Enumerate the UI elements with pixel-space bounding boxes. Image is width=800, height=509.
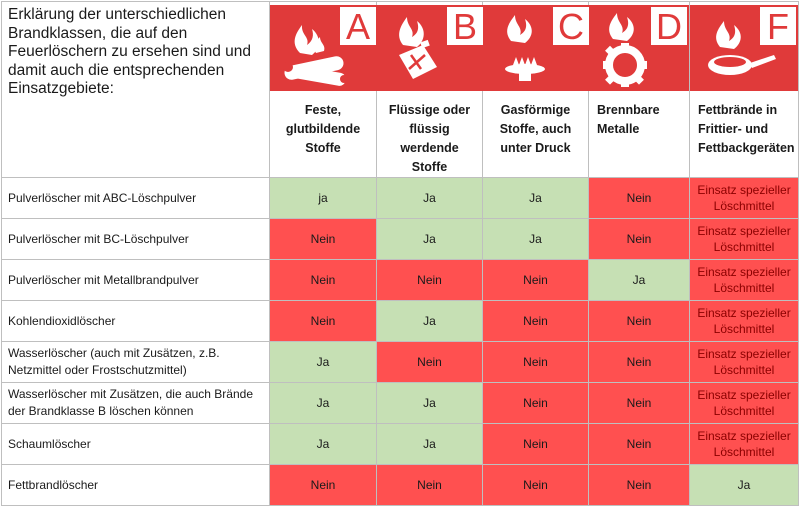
row-label: Wasserlöscher (auch mit Zusätzen, z.B. Netzmittel oder Frostschutzmittel) bbox=[2, 342, 270, 383]
class-f-sign bbox=[690, 5, 798, 91]
rating-cell: Nein bbox=[270, 465, 377, 506]
class-b-label: Flüssige oder flüssig werdende Stoffe bbox=[388, 103, 471, 174]
class-header-f bbox=[690, 2, 799, 178]
rating-cell: ja bbox=[270, 178, 377, 219]
rating-cell: Nein bbox=[377, 260, 483, 301]
rating-cell: Ja bbox=[377, 219, 483, 260]
rating-cell: Ja bbox=[483, 178, 589, 219]
rating-cell: Ja bbox=[270, 383, 377, 424]
rating-cell: Ja bbox=[690, 465, 799, 506]
table-row bbox=[2, 383, 799, 424]
rating-cell: Nein bbox=[483, 342, 589, 383]
rating-cell: Nein bbox=[483, 465, 589, 506]
table-row bbox=[2, 219, 799, 260]
class-f-label: Fettbrände in Frittier- und Fettbackgeräten bbox=[698, 103, 795, 155]
rating-cell: Nein bbox=[483, 301, 589, 342]
rating-cell: Nein bbox=[377, 465, 483, 506]
rating-cell: Einsatz spezieller Löschmittel bbox=[690, 383, 799, 424]
class-d-sign bbox=[589, 5, 689, 91]
rating-cell: Einsatz spezieller Löschmittel bbox=[690, 219, 799, 260]
rating-cell: Nein bbox=[589, 219, 690, 260]
table-row bbox=[2, 301, 799, 342]
rating-cell: Ja bbox=[377, 424, 483, 465]
rating-cell: Nein bbox=[270, 301, 377, 342]
rating-cell: Ja bbox=[377, 301, 483, 342]
class-header-a bbox=[270, 2, 377, 178]
intro-text: Erklärung der unterschiedlichen Brandklassen, die auf den Feuerlöschern zu ersehen sind und damit auch die entsprechenden Einsatzgebiete: bbox=[2, 2, 270, 178]
row-label: Kohlendioxidlöscher bbox=[2, 301, 270, 342]
class-header-c bbox=[483, 2, 589, 178]
table-row bbox=[2, 424, 799, 465]
class-c-label: Gasförmige Stoffe, auch unter Druck bbox=[499, 103, 572, 155]
class-c-sign bbox=[483, 5, 591, 91]
rating-cell: Nein bbox=[589, 178, 690, 219]
rating-cell: Ja bbox=[483, 219, 589, 260]
row-label: Fettbrandlöscher bbox=[2, 465, 270, 506]
rating-cell: Nein bbox=[589, 383, 690, 424]
rating-cell: Ja bbox=[377, 178, 483, 219]
fire-class-table bbox=[1, 1, 799, 506]
row-label: Schaumlöscher bbox=[2, 424, 270, 465]
rating-cell: Nein bbox=[589, 424, 690, 465]
row-label: Pulverlöscher mit BC-Löschpulver bbox=[2, 219, 270, 260]
rating-cell: Einsatz spezieller Löschmittel bbox=[690, 260, 799, 301]
rating-cell: Nein bbox=[270, 219, 377, 260]
class-a-sign bbox=[270, 5, 378, 91]
class-c-letter: C bbox=[551, 5, 591, 47]
row-label: Pulverlöscher mit Metallbrandpulver bbox=[2, 260, 270, 301]
rating-cell: Nein bbox=[589, 342, 690, 383]
class-d-letter: D bbox=[649, 5, 689, 47]
rating-cell: Nein bbox=[589, 465, 690, 506]
class-f-letter: F bbox=[758, 5, 798, 47]
rating-cell: Einsatz spezieller Löschmittel bbox=[690, 424, 799, 465]
table-row bbox=[2, 260, 799, 301]
table-row bbox=[2, 465, 799, 506]
class-b-letter: B bbox=[445, 5, 485, 47]
class-b-sign bbox=[377, 5, 485, 91]
rating-cell: Einsatz spezieller Löschmittel bbox=[690, 178, 799, 219]
rating-cell: Ja bbox=[270, 342, 377, 383]
row-label: Pulverlöscher mit ABC-Löschpulver bbox=[2, 178, 270, 219]
rating-cell: Nein bbox=[483, 260, 589, 301]
rating-cell: Nein bbox=[270, 260, 377, 301]
header-row bbox=[2, 2, 799, 178]
class-header-d bbox=[589, 2, 690, 178]
class-header-b bbox=[377, 2, 483, 178]
rating-cell: Einsatz spezieller Löschmittel bbox=[690, 301, 799, 342]
class-a-label: Feste, glutbildende Stoffe bbox=[285, 103, 361, 155]
class-a-letter: A bbox=[338, 5, 378, 47]
table-row bbox=[2, 342, 799, 383]
row-label: Wasserlöscher mit Zusätzen, die auch Brände der Brandklasse B löschen können bbox=[2, 383, 270, 424]
rating-cell: Nein bbox=[377, 342, 483, 383]
rating-cell: Nein bbox=[483, 383, 589, 424]
class-d-label: Brennbare Metalle bbox=[597, 103, 660, 136]
rating-cell: Nein bbox=[483, 424, 589, 465]
rating-cell: Ja bbox=[377, 383, 483, 424]
rating-cell: Nein bbox=[589, 301, 690, 342]
rating-cell: Ja bbox=[270, 424, 377, 465]
rating-cell: Ja bbox=[589, 260, 690, 301]
rating-cell: Einsatz spezieller Löschmittel bbox=[690, 342, 799, 383]
table-row bbox=[2, 178, 799, 219]
